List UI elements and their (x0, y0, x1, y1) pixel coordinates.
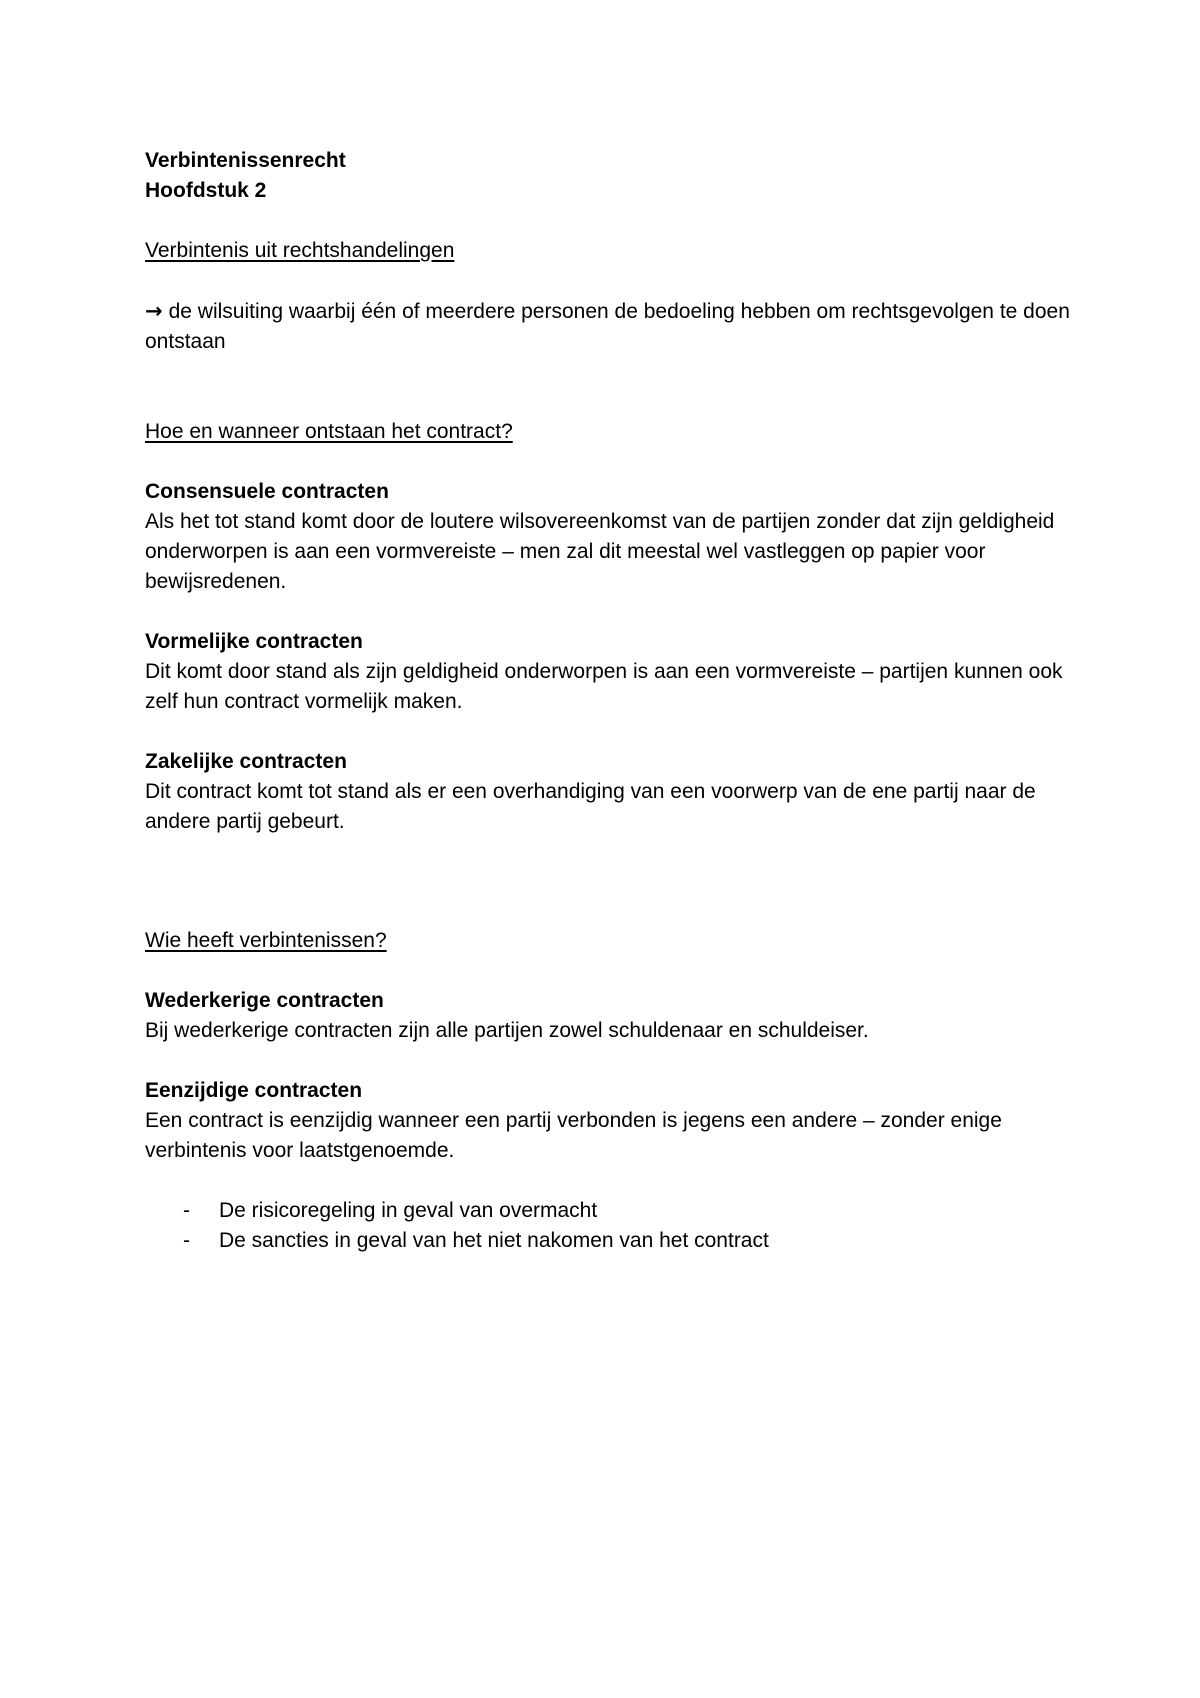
subheading-vormelijke: Vormelijke contracten (145, 630, 363, 653)
dash-bullet-icon: - (183, 1229, 190, 1252)
subheading-eenzijdige: Eenzijdige contracten (145, 1079, 363, 1102)
list-item-text: De risicoregeling in geval van overmacht (219, 1199, 598, 1222)
subheading-wederkerige: Wederkerige contracten (145, 989, 384, 1012)
paragraph-zakelijke: Dit contract komt tot stand als er een overhandiging van een voorwerp van de ene partij naar de andere partij gebeurt. (145, 780, 1036, 833)
section-heading-verbintenissen: Wie heeft verbintenissen? (145, 929, 387, 952)
paragraph-consensuele: Als het tot stand komt door de loutere wilsovereenkomst van de partijen zonder dat zijn geldigheid onderworpen is aan een vormvereiste – men zal dit meestal wel vastleggen op papier voor bewijsredenen. (145, 510, 1055, 593)
subheading-zakelijke: Zakelijke contracten (145, 750, 347, 773)
dash-bullet-icon: - (183, 1199, 190, 1222)
paragraph-vormelijke: Dit komt door stand als zijn geldigheid onderworpen is aan een vormvereiste – partijen kunnen ook zelf hun contract vormelijk maken. (145, 660, 1063, 713)
subheading-consensuele: Consensuele contracten (145, 480, 389, 503)
document-content (145, 146, 1075, 1256)
paragraph-wederkerige: Bij wederkerige contracten zijn alle partijen zowel schuldenaar en schuldeiser. (145, 1019, 869, 1042)
document-title: Verbintenissenrecht (145, 149, 346, 172)
section-heading-ontstaan: Hoe en wanneer ontstaan het contract? (145, 420, 513, 443)
list-item (145, 1226, 1075, 1256)
definition-paragraph (145, 296, 1075, 357)
chapter-label: Hoofdstuk 2 (145, 179, 267, 202)
definition-text: de wilsuiting waarbij één of meerdere personen de bedoeling hebben om rechtsgevolgen te doen ontstaan (145, 300, 1070, 353)
paragraph-eenzijdige: Een contract is eenzijdig wanneer een partij verbonden is jegens een andere – zonder enige verbintenis voor laatstgenoemde. (145, 1109, 1002, 1162)
list-item (145, 1196, 1075, 1226)
bullet-list (145, 1196, 1075, 1256)
list-item-text: De sancties in geval van het niet nakomen van het contract (219, 1229, 769, 1252)
arrow-right-icon: → (145, 299, 163, 323)
section-heading-rechtshandelingen: Verbintenis uit rechtshandelingen (145, 239, 455, 262)
